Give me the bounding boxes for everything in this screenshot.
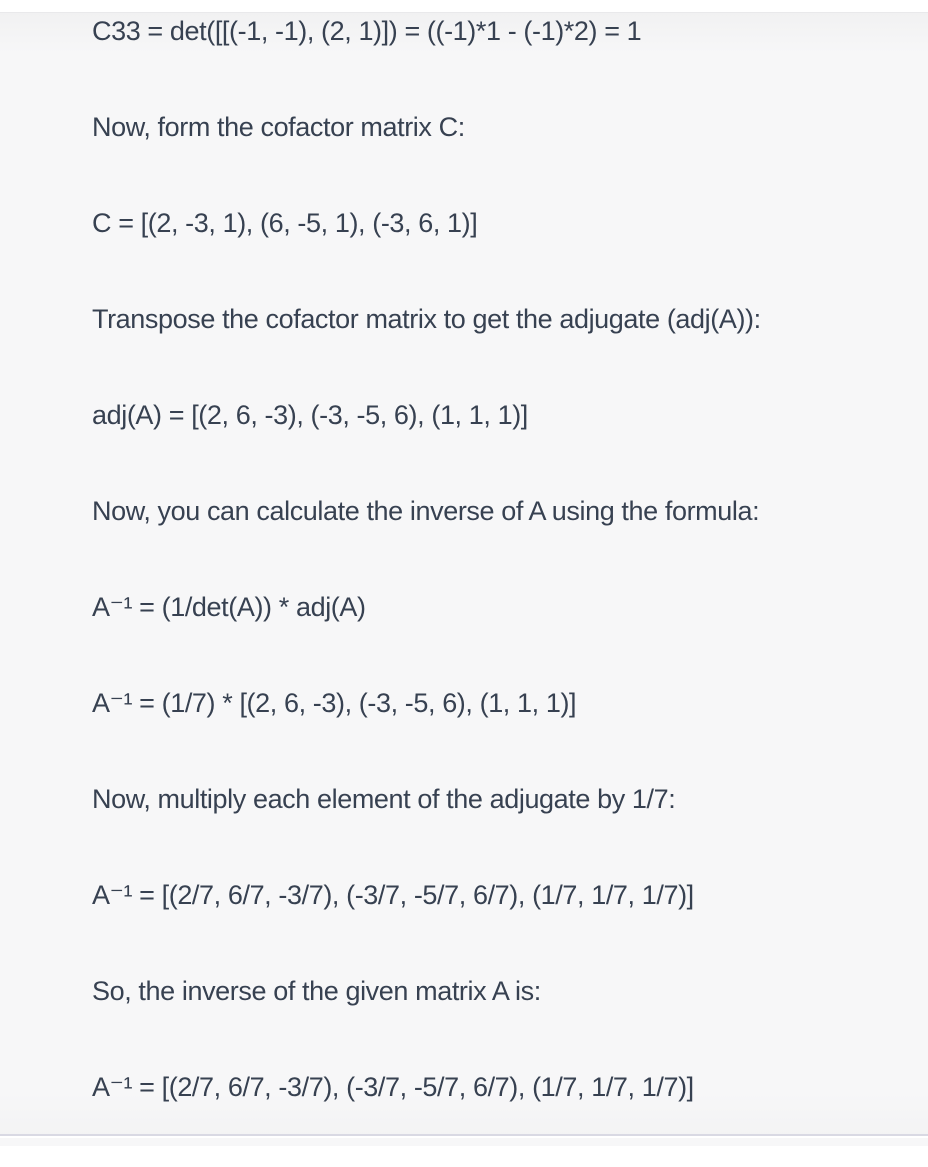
equation-inverse-result: A⁻¹ = [(2/7, 6/7, -3/7), (-3/7, -5/7, 6/7), (1/7, 1/7, 1/7)] xyxy=(92,880,694,910)
next-message-area xyxy=(0,1138,928,1146)
message-content xyxy=(92,15,928,1167)
paragraph-inverse-formula: Now, you can calculate the inverse of A using the formula: xyxy=(92,496,760,526)
assistant-message xyxy=(0,12,928,1136)
paragraph-conclusion: So, the inverse of the given matrix A is: xyxy=(92,976,541,1006)
paragraph-transpose: Transpose the cofactor matrix to get the adjugate (adj(A)): xyxy=(92,304,761,334)
equation-adjugate: adj(A) = [(2, 6, -3), (-3, -5, 6), (1, 1, 1)] xyxy=(92,400,528,430)
equation-inverse-final: A⁻¹ = [(2/7, 6/7, -3/7), (-3/7, -5/7, 6/7), (1/7, 1/7, 1/7)] xyxy=(92,1072,694,1102)
equation-inverse-substituted: A⁻¹ = (1/7) * [(2, 6, -3), (-3, -5, 6), (1, 1, 1)] xyxy=(92,688,577,718)
equation-cofactor-matrix: C = [(2, -3, 1), (6, -5, 1), (-3, 6, 1)] xyxy=(92,208,478,238)
equation-c33: C33 = det([[(-1, -1), (2, 1)]) = ((-1)*1 - (-1)*2) = 1 xyxy=(92,16,642,46)
paragraph-multiply: Now, multiply each element of the adjugate by 1/7: xyxy=(92,784,676,814)
equation-inverse-formula: A⁻¹ = (1/det(A)) * adj(A) xyxy=(92,592,366,622)
paragraph-form-cofactor: Now, form the cofactor matrix C: xyxy=(92,112,465,142)
